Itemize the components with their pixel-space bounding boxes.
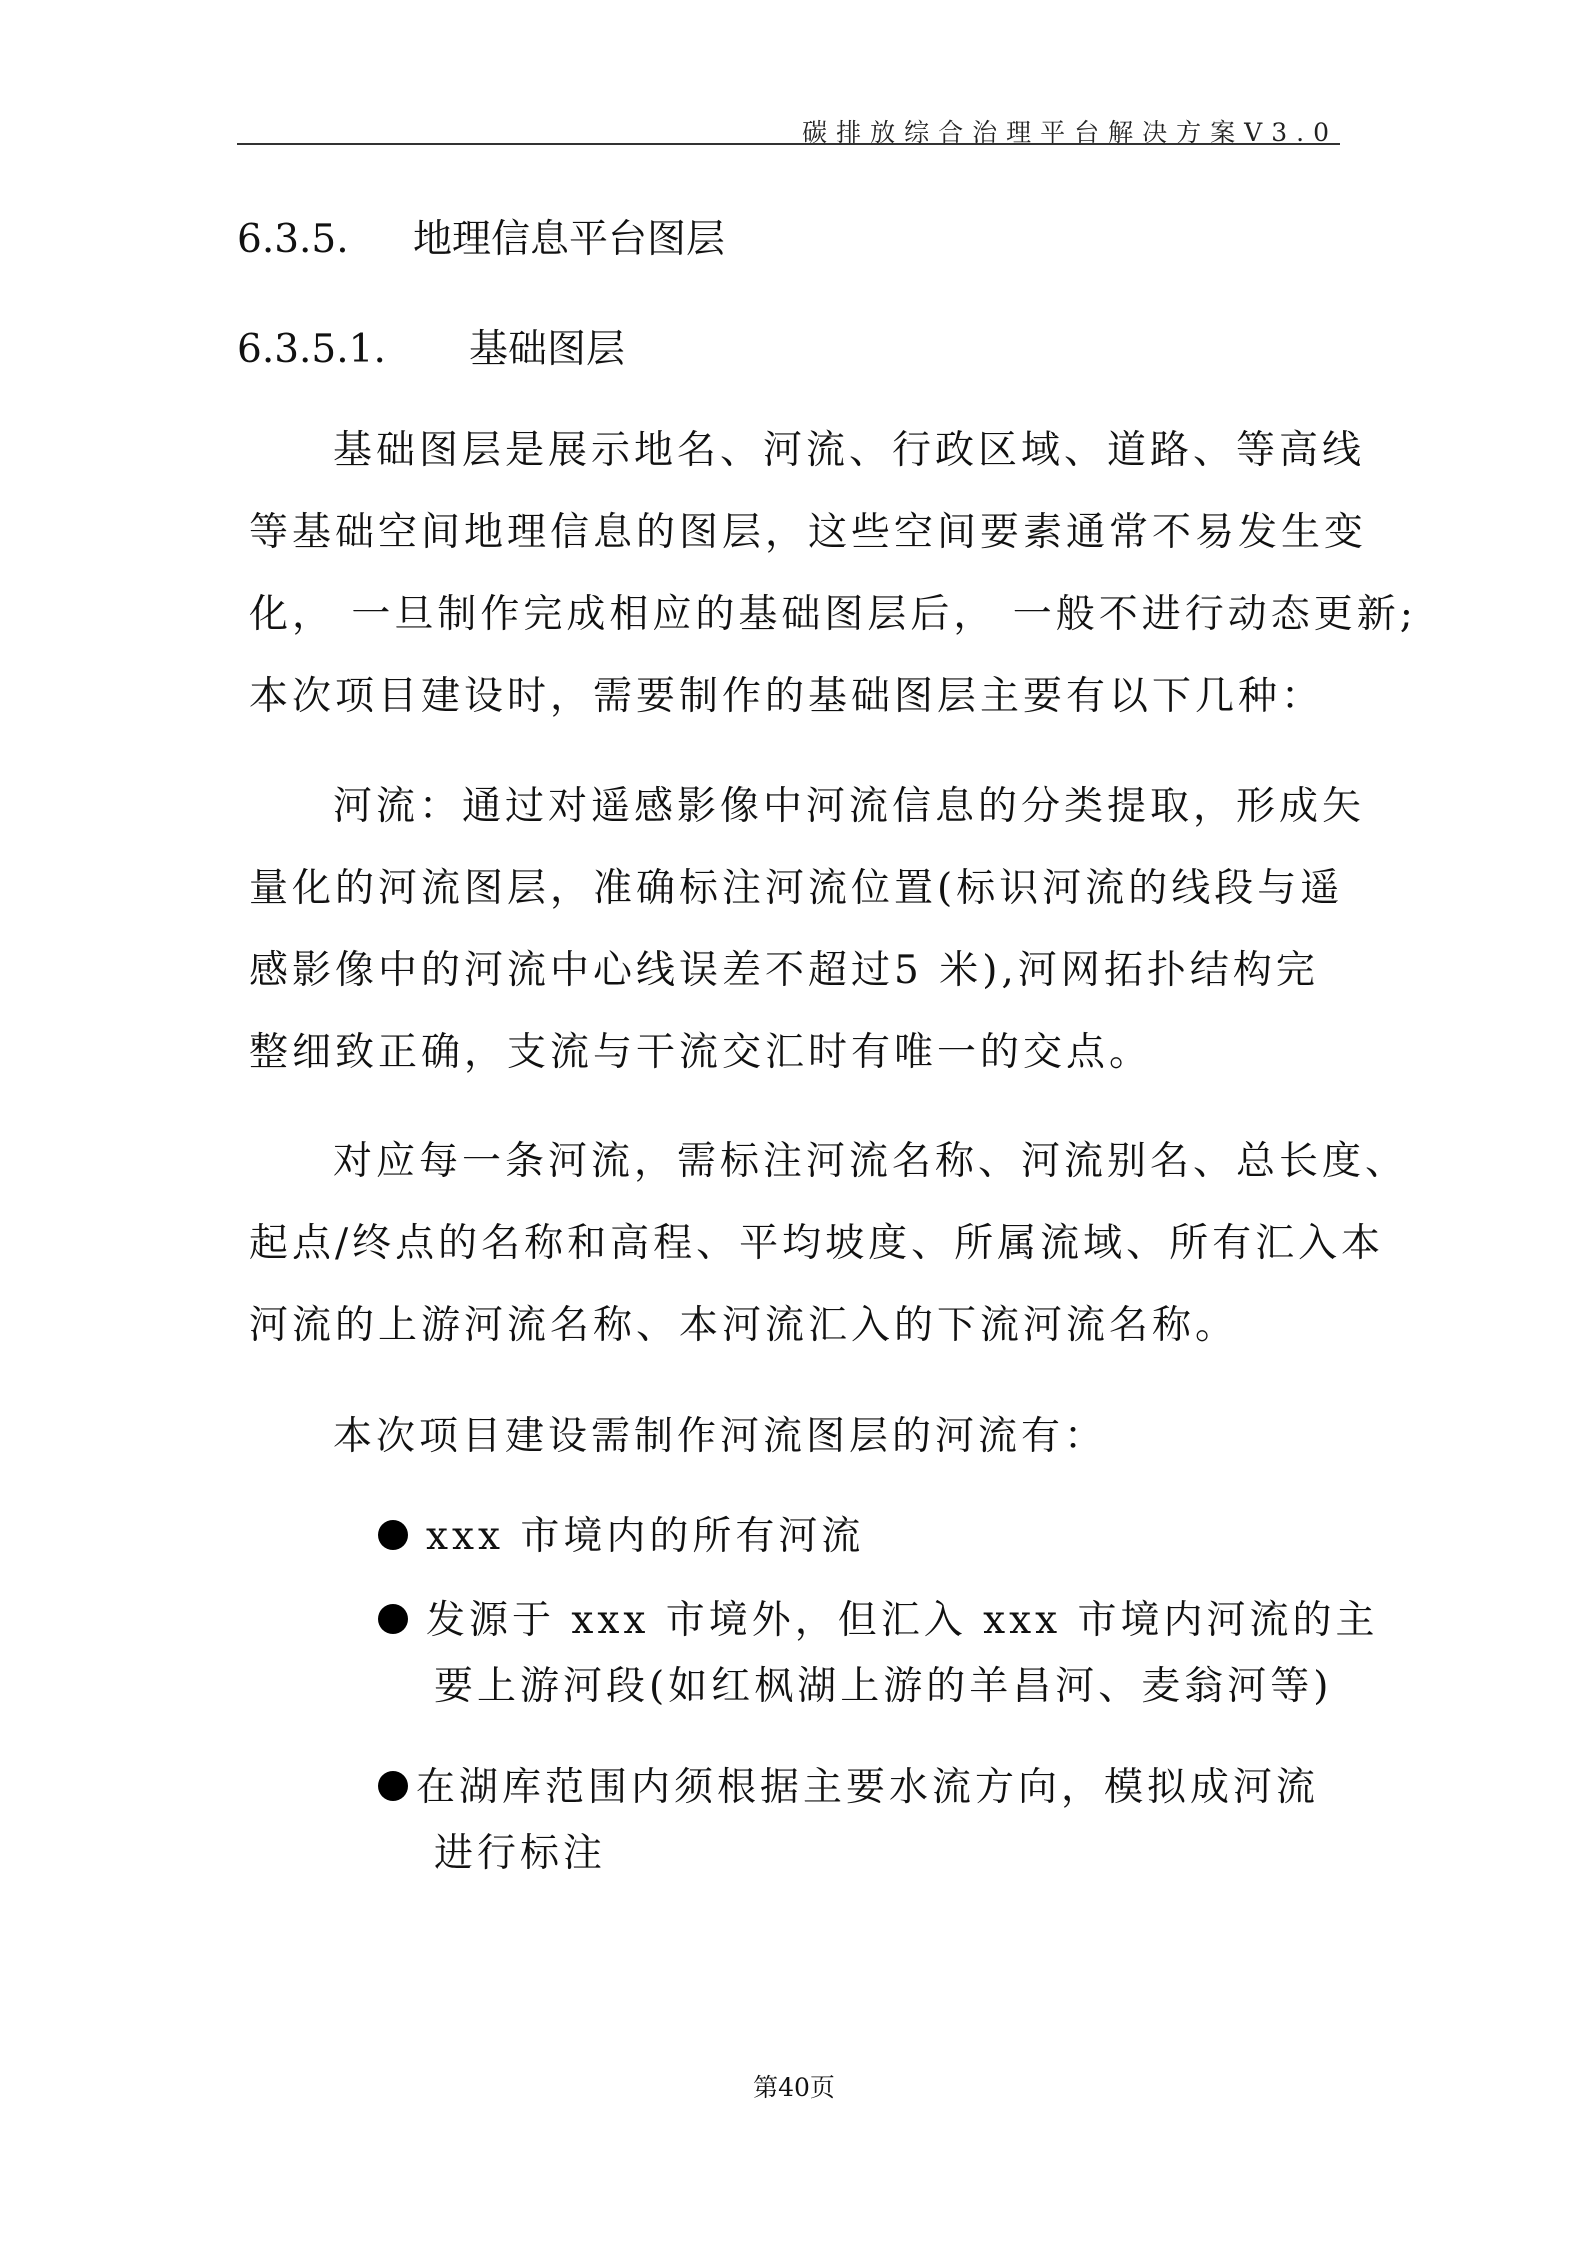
bullet-dot-icon [378, 1604, 408, 1634]
page-number: 第40页 [753, 2073, 835, 2102]
paragraph-line: 等基础空间地理信息的图层，这些空间要素通常不易发生变 [249, 510, 1368, 555]
paragraph-rivers [249, 766, 1371, 1094]
subsection-title: 基础图层 [469, 327, 626, 372]
paragraph-basic-layers [249, 410, 1417, 738]
paragraph-line: 起点/终点的名称和高程、平均坡度、所属流域、所有汇入本 [249, 1221, 1385, 1266]
paragraph-river-list-intro [249, 1396, 1371, 1478]
bullet-dot-icon [378, 1771, 408, 1801]
bullet-item-2 [378, 1588, 1379, 1720]
paragraph-line: 本次项目建设需制作河流图层的河流有： [333, 1414, 1108, 1459]
subsection-number: 6.3.5.1. [237, 327, 386, 372]
page-header-title: 碳排放综合治理平台解决方案V3.0 [802, 118, 1338, 147]
paragraph-line: 量化的河流图层，准确标注河流位置(标识河流的线段与遥 [249, 866, 1344, 911]
bullet-text: xxx 市境内的所有河流 [426, 1514, 865, 1559]
paragraph-line: 感影像中的河流中心线误差不超过5 米),河网拓扑结构完 [249, 948, 1319, 993]
paragraph-line: 对应每一条河流，需标注河流名称、河流别名、总长度、 [333, 1139, 1409, 1184]
paragraph-line: 整细致正确，支流与干流交汇时有唯一的交点。 [249, 1030, 1153, 1075]
paragraph-river-attributes [249, 1121, 1409, 1367]
section-heading-6-3-5 [237, 208, 725, 264]
bullet-text: 发源于 xxx 市境外，但汇入 xxx 市境内河流的主 [426, 1598, 1379, 1643]
section-number: 6.3.5. [237, 217, 349, 262]
bullet-text-continuation: 进行标注 [434, 1831, 607, 1876]
paragraph-line: 化， 一旦制作完成相应的基础图层后， 一般不进行动态更新; [249, 592, 1417, 637]
header-divider [237, 143, 1340, 145]
paragraph-line: 本次项目建设时，需要制作的基础图层主要有以下几种： [249, 674, 1325, 719]
bullet-dot-icon [378, 1520, 408, 1550]
paragraph-line: 河流：通过对遥感影像中河流信息的分类提取，形成矢 [333, 784, 1366, 829]
paragraph-line: 基础图层是展示地名、河流、行政区域、道路、等高线 [333, 428, 1366, 473]
bullet-item-3 [378, 1755, 1319, 1887]
section-title: 地理信息平台图层 [413, 217, 726, 262]
bullet-item-1 [378, 1504, 864, 1570]
paragraph-line: 河流的上游河流名称、本河流汇入的下流河流名称。 [249, 1303, 1239, 1348]
bullet-text: 在湖库范围内须根据主要水流方向，模拟成河流 [416, 1765, 1320, 1810]
bullet-text-continuation: 要上游河段(如红枫湖上游的羊昌河、麦翁河等) [434, 1664, 1333, 1709]
section-heading-6-3-5-1 [237, 318, 625, 374]
